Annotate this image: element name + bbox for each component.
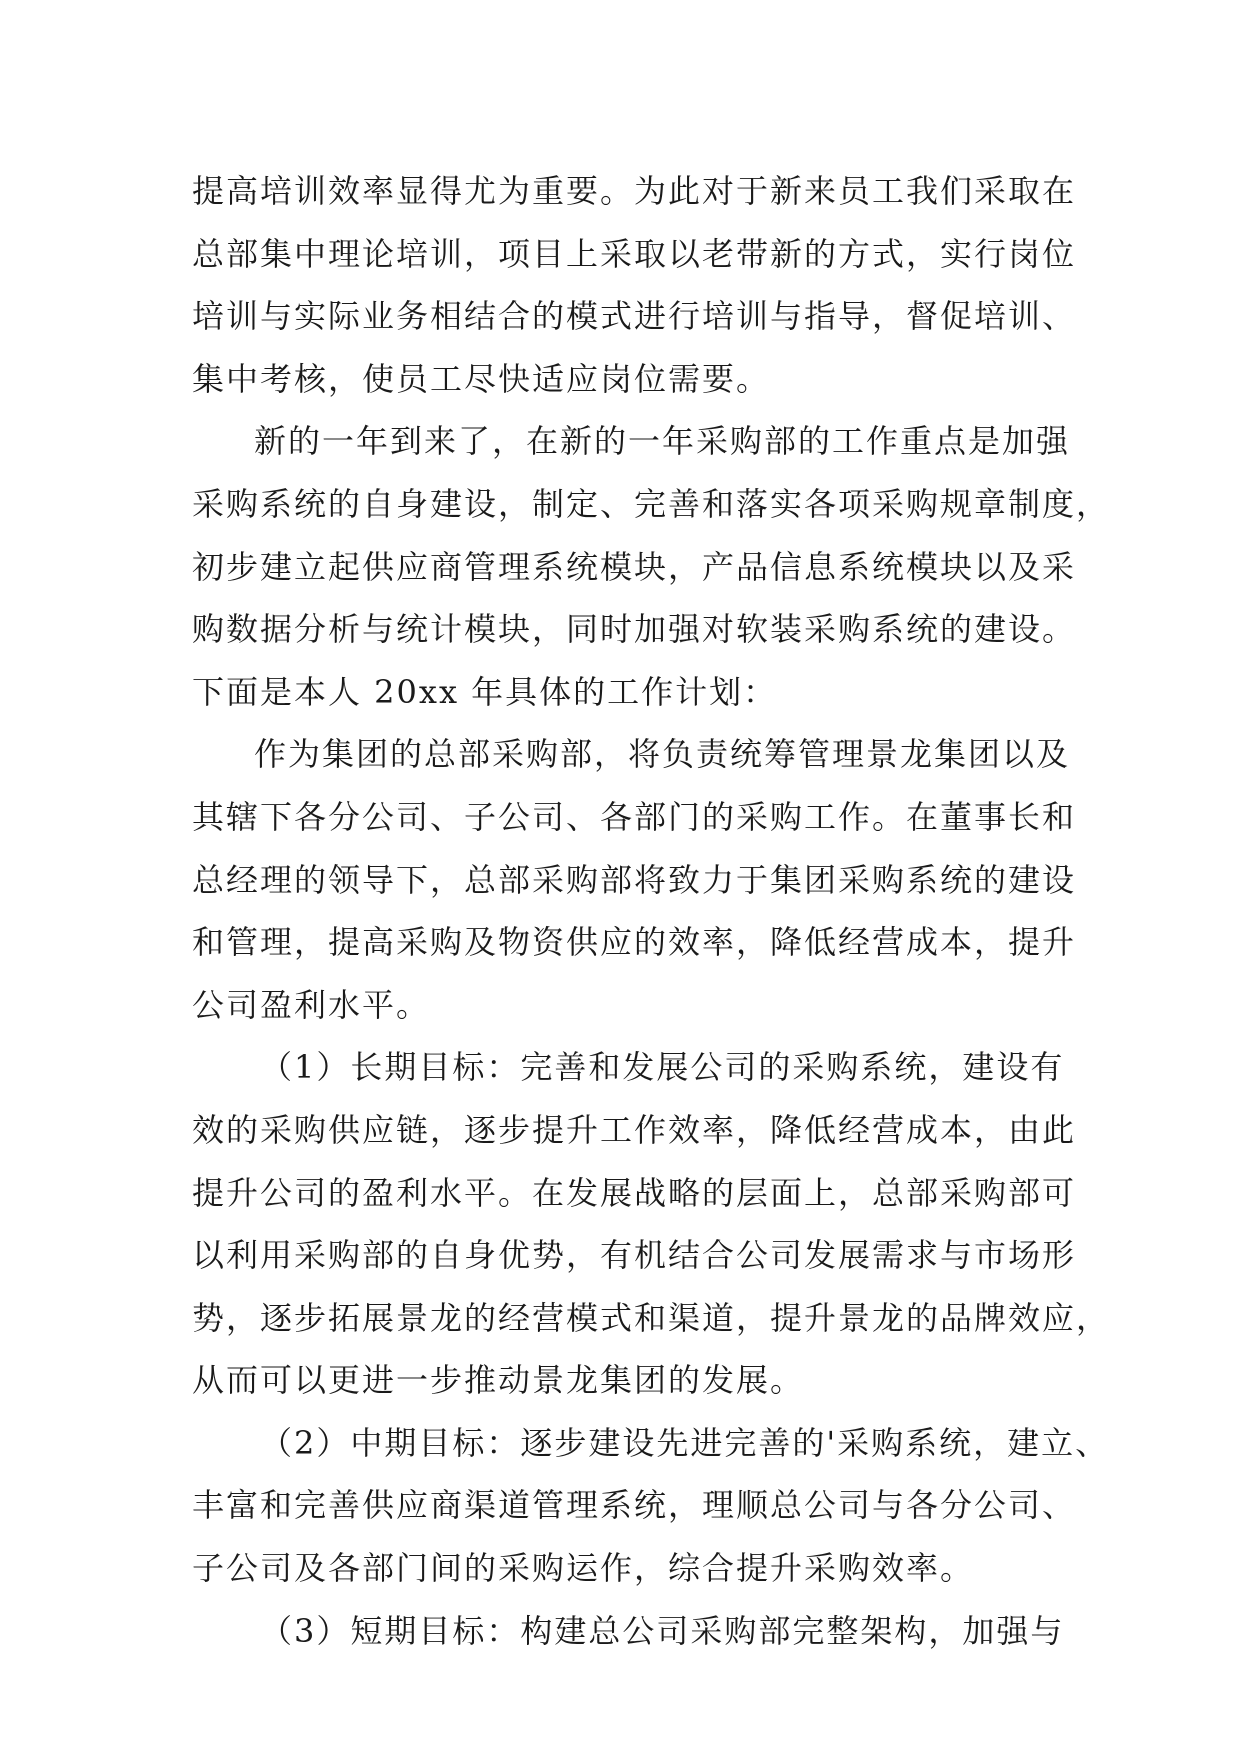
- paragraph-first-line: 作为集团的总部采购部，将负责统筹管理景龙集团以及: [254, 735, 1071, 774]
- text-line: 和管理，提高采购及物资供应的效率，降低经营成本，提升: [192, 923, 1077, 962]
- document-body: [192, 160, 1111, 1662]
- text-line: 培训与实际业务相结合的模式进行培训与指导，督促培训、: [192, 297, 1077, 336]
- text-line: 总部集中理论培训，项目上采取以老带新的方式，实行岗位: [192, 234, 1077, 273]
- text-line: 以利用采购部的自身优势，有机结合公司发展需求与市场形: [192, 1236, 1077, 1275]
- text-line: 总经理的领导下，总部采购部将致力于集团采购系统的建设: [192, 860, 1077, 899]
- text-line: 丰富和完善供应商渠道管理系统，理顺总公司与各分公司、: [192, 1486, 1077, 1525]
- paragraph-first-line: 新的一年到来了，在新的一年采购部的工作重点是加强: [254, 422, 1071, 461]
- text-line: 势，逐步拓展景龙的经营模式和渠道，提升景龙的品牌效应，: [192, 1298, 1111, 1337]
- text-line: 公司盈利水平。: [192, 985, 431, 1024]
- paragraph-first-line: （1）长期目标：完善和发展公司的采购系统，建设有: [260, 1048, 1065, 1087]
- text-line: 效的采购供应链，逐步提升工作效率，降低经营成本，由此: [192, 1110, 1077, 1149]
- text-line: 初步建立起供应商管理系统模块，产品信息系统模块以及采: [192, 547, 1077, 586]
- text-line: 购数据分析与统计模块，同时加强对软装采购系统的建设。: [192, 610, 1077, 649]
- paragraph-first-line: （3）短期目标：构建总公司采购部完整架构，加强与: [260, 1611, 1065, 1650]
- text-line: 提升公司的盈利水平。在发展战略的层面上，总部采购部可: [192, 1173, 1077, 1212]
- text-line: 其辖下各分公司、子公司、各部门的采购工作。在董事长和: [192, 797, 1077, 836]
- text-line: 从而可以更进一步推动景龙集团的发展。: [192, 1361, 805, 1400]
- text-line: 提高培训效率显得尤为重要。为此对于新来员工我们采取在: [192, 172, 1077, 210]
- text-line: 采购系统的自身建设，制定、完善和落实各项采购规章制度，: [192, 484, 1111, 523]
- text-line: 子公司及各部门间的采购运作，综合提升采购效率。: [192, 1549, 975, 1588]
- text-line: 下面是本人 20xx 年具体的工作计划：: [192, 672, 778, 711]
- paragraph-first-line: （2）中期目标：逐步建设先进完善的'采购系统，建立、: [260, 1423, 1110, 1462]
- text-line: 集中考核，使员工尽快适应岗位需要。: [192, 359, 771, 398]
